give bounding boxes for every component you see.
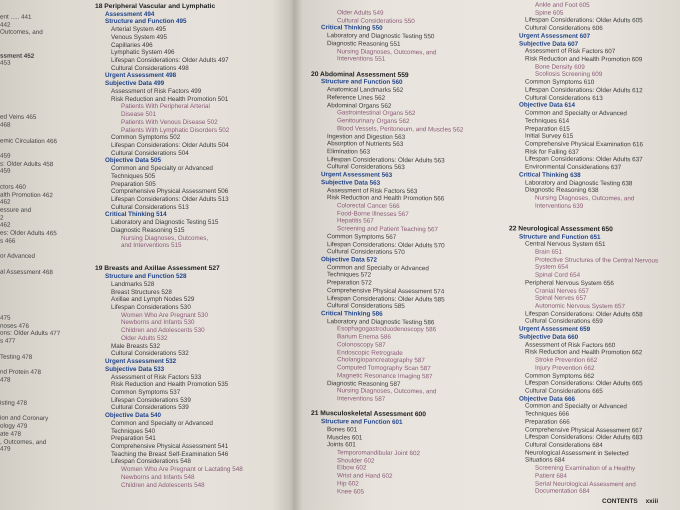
subtopic-entry: Cranial Nerves 657 xyxy=(535,287,589,295)
toc-entry: Preparation 505 xyxy=(111,180,156,188)
toc-column-left-page xyxy=(95,3,290,489)
page-footer xyxy=(602,498,664,505)
toc-entry: ctors 460 xyxy=(0,183,26,191)
toc-entry: Central Nervous System 651 xyxy=(525,240,606,249)
toc-entry: Common Symptoms 537 xyxy=(111,388,181,396)
toc-entry: Bones 601 xyxy=(327,425,358,434)
toc-entry: Risk Reduction and Health Promotion 566 xyxy=(327,194,445,203)
toc-entry: Lifespan Considerations: Older Adults 585 xyxy=(327,294,445,303)
section-heading: Structure and Function 651 xyxy=(519,233,601,241)
toc-entry: Testing 478 xyxy=(0,353,33,361)
section-heading: Critical Thinking 638 xyxy=(519,171,581,179)
subtopic-entry: Genitourinary Organs 562 xyxy=(337,117,410,126)
toc-entry: Anatomical Landmarks 562 xyxy=(327,86,404,95)
subtopic-entry: Older Adults 532 xyxy=(121,334,168,342)
subtopic-entry: Women Who Are Pregnant 530 xyxy=(121,311,209,319)
toc-entry: Comprehensive Physical Assessment 541 xyxy=(111,442,229,450)
toc-entry: Common and Specialty or Advanced xyxy=(525,109,627,118)
spacer xyxy=(95,250,290,258)
toc-entry: Cultural Considerations 532 xyxy=(111,350,189,358)
toc-entry: Arterial System 495 xyxy=(111,26,166,34)
toc-entry: s: Older Adults 458 xyxy=(0,160,54,168)
toc-entry: Peripheral Nervous System 656 xyxy=(525,279,614,288)
subtopic-entry: Ankle and Foot 605 xyxy=(535,1,590,9)
toc-entry: s 466 xyxy=(0,237,16,245)
subtopic-entry: Esophagogastroduodenoscopy 586 xyxy=(337,325,437,334)
toc-entry: Laboratory and Diagnostic Testing 638 xyxy=(525,179,633,187)
subtopic-entry: Documentation 684 xyxy=(535,487,590,496)
subtopic-entry: Disease 501 xyxy=(121,111,157,119)
toc-entry: Venous System 495 xyxy=(111,33,168,41)
toc-entry: Lifespan Considerations 548 xyxy=(111,458,191,466)
toc-entry: Comprehensive Physical Assessment 506 xyxy=(111,188,229,196)
toc-entry: Common Symptoms 662 xyxy=(525,372,595,380)
subtopic-entry: Endoscopic Retrograde xyxy=(337,348,403,357)
toc-entry: Preparation 666 xyxy=(525,418,570,426)
subtopic-entry: Hip 602 xyxy=(337,480,359,488)
toc-entry: Lifespan Considerations: Older Adults 504 xyxy=(111,141,229,149)
toc-entry: Lifespan Considerations: Older Adults 637 xyxy=(525,155,643,164)
toc-entry: Techniques 666 xyxy=(525,410,570,418)
chapter-title: 21 Musculoskeletal Assessment 600 xyxy=(311,410,426,419)
toc-column-left-edge xyxy=(0,14,80,455)
toc-entry: 479 xyxy=(0,445,11,453)
toc-entry: 462 xyxy=(0,221,11,230)
subtopic-entry: Computed Tomography Scan 587 xyxy=(337,364,431,373)
toc-entry: Axillae and Lymph Nodes 529 xyxy=(111,296,195,304)
section-heading: Urgent Assessment 498 xyxy=(105,72,177,80)
toc-entry: Lymphatic System 496 xyxy=(111,49,175,57)
toc-entry: 478 xyxy=(0,376,11,384)
subtopic-entry: Patients With Peripheral Arterial xyxy=(121,103,210,111)
toc-entry: Cultural Considerations 684 xyxy=(525,441,603,450)
subtopic-entry: Children and Adolescents 548 xyxy=(121,481,205,489)
toc-entry: Assessment of Risk Factors 607 xyxy=(525,47,616,56)
subtopic-entry: Interventions 639 xyxy=(535,202,584,210)
toc-entry: 2 xyxy=(0,214,4,222)
toc-entry: Preparation 572 xyxy=(327,279,372,287)
toc-entry: Risk Reduction and Health Promotion 609 xyxy=(525,55,643,64)
section-heading: Critical Thinking 586 xyxy=(321,310,383,318)
section-heading: Urgent Assessment 659 xyxy=(519,325,591,334)
subtopic-entry: Wrist and Hand 602 xyxy=(337,472,393,480)
spacer xyxy=(95,258,290,266)
subtopic-entry: System 654 xyxy=(535,264,569,272)
subtopic-entry: Temporomandibular Joint 602 xyxy=(337,449,420,458)
chapter-title: 20 Abdominal Assessment 559 xyxy=(311,70,409,79)
toc-entry: Environmental Considerations 637 xyxy=(525,163,622,172)
toc-entry: 459 xyxy=(0,152,11,160)
toc-entry: Lifespan Considerations: Older Adults 658 xyxy=(525,310,643,319)
toc-entry: Lifespan Considerations: Older Adults 683 xyxy=(525,433,643,442)
toc-entry: Common and Specialty or Advanced xyxy=(111,419,213,427)
toc-entry: ed Veins 465 xyxy=(0,113,37,122)
toc-entry: Comprehensive Physical Examination 616 xyxy=(525,140,643,149)
subtopic-entry: Shoulder 602 xyxy=(337,456,375,465)
toc-entry: Cultural Considerations 504 xyxy=(111,149,189,157)
toc-entry: Common Symptoms 567 xyxy=(327,233,397,241)
subtopic-entry: Newborns and Infants 530 xyxy=(121,319,195,327)
toc-entry: Joints 601 xyxy=(327,441,356,449)
toc-entry: Cultural Considerations 563 xyxy=(327,163,405,172)
section-heading: Structure and Function 528 xyxy=(105,273,187,281)
toc-entry: Initial Survey 615 xyxy=(525,132,574,141)
subtopic-entry: Nursing Diagnoses, Outcomes, xyxy=(121,234,209,242)
toc-entry: Teaching the Breast Self-Examination 546 xyxy=(111,450,229,458)
toc-entry: Common Symptoms 502 xyxy=(111,134,181,142)
subtopic-entry: Serial Neurological Assessment and xyxy=(535,480,636,488)
section-heading: Urgent Assessment 607 xyxy=(519,32,591,40)
subtopic-entry: Knee 605 xyxy=(337,487,364,496)
toc-column-far-right xyxy=(509,1,680,496)
toc-entry: Lifespan Considerations: Older Adults 612 xyxy=(525,86,643,95)
toc-entry: Capillaries 496 xyxy=(111,41,153,49)
toc-entry: Comprehensive Physical Assessment 667 xyxy=(525,426,643,434)
toc-entry: Assessment of Risk Factors 533 xyxy=(111,373,202,381)
toc-entry: Elimination 563 xyxy=(327,148,371,156)
toc-entry: Ingestion and Digestion 563 xyxy=(327,132,406,141)
subtopic-entry: and Interventions 515 xyxy=(121,242,182,250)
toc-entry: Techniques 540 xyxy=(111,427,156,435)
subtopic-entry: Colorectal Cancer 566 xyxy=(337,202,400,210)
toc-entry: alth Promotion 462 xyxy=(0,191,53,199)
section-heading: ssment 452 xyxy=(0,52,35,60)
toc-entry: Risk for Falling 637 xyxy=(525,148,579,156)
subtopic-entry: Autonomic Nervous System 657 xyxy=(535,302,625,311)
toc-entry: Laboratory and Diagnostic Testing 586 xyxy=(327,317,435,327)
chapter-title: 22 Neurological Assessment 650 xyxy=(509,225,613,233)
subtopic-entry: Spinal Nerves 657 xyxy=(535,294,587,303)
toc-entry: Landmarks 528 xyxy=(111,280,155,288)
toc-entry: Common and Specialty or Advanced xyxy=(525,402,627,411)
section-heading: Structure and Function 601 xyxy=(321,418,403,427)
subtopic-entry: Food-Borne Illnesses 567 xyxy=(337,209,409,218)
toc-entry: ate 478 xyxy=(0,430,22,438)
subtopic-entry: Interventions 587 xyxy=(337,395,386,403)
toc-entry: Risk Reduction and Health Promotion 501 xyxy=(111,95,229,103)
section-heading: Objective Data 614 xyxy=(519,101,576,110)
subtopic-entry: Elbow 602 xyxy=(337,464,367,472)
subtopic-entry: Nursing Diagnoses, Outcomes, and xyxy=(337,387,437,396)
toc-column-right-page xyxy=(311,9,501,497)
section-heading: Structure and Function 560 xyxy=(321,78,403,87)
footer-page-number: xxiii xyxy=(645,498,659,505)
section-heading: Subjective Data 607 xyxy=(519,40,579,48)
toc-entry: Cultural Considerations 665 xyxy=(525,387,603,395)
subtopic-entry: Patient 684 xyxy=(535,472,567,480)
subtopic-entry: Spine 605 xyxy=(535,9,564,17)
chapter-title: 18 Peripheral Vascular and Lymphatic xyxy=(95,3,216,10)
toc-entry: Cultural Considerations 606 xyxy=(525,24,603,33)
toc-entry: Cultural Considerations 498 xyxy=(111,64,189,72)
toc-entry: Absorption of Nutrients 563 xyxy=(327,140,404,149)
toc-entry: 475 xyxy=(0,314,11,322)
subtopic-entry: Bone Density 609 xyxy=(535,63,585,71)
section-heading: Subjective Data 499 xyxy=(105,80,165,88)
toc-entry: emic Circulation 466 xyxy=(0,137,58,145)
toc-entry: es: Older Adults 465 xyxy=(0,229,57,238)
toc-entry: noses 476 xyxy=(0,322,30,330)
toc-entry: Techniques 572 xyxy=(327,271,372,280)
subtopic-entry: Colonoscopy 587 xyxy=(337,341,386,349)
toc-entry: 459 xyxy=(0,167,11,176)
toc-entry: Preparation 615 xyxy=(525,125,570,133)
toc-entry: or Advanced xyxy=(0,252,36,261)
section-heading: Urgent Assessment 563 xyxy=(321,171,393,179)
subtopic-entry: Injury Prevention 662 xyxy=(535,364,595,372)
subtopic-entry: Gastrointestinal Organs 562 xyxy=(337,109,416,118)
toc-entry: Lifespan Considerations: Older Adults 563 xyxy=(327,155,445,165)
toc-entry: nd Protein 478 xyxy=(0,368,41,377)
toc-entry: essure and xyxy=(0,206,32,214)
subtopic-entry: Brain 651 xyxy=(535,248,562,256)
toc-entry: Muscles 601 xyxy=(327,433,363,442)
toc-entry: Assessment of Risk Factors 660 xyxy=(525,341,616,349)
toc-entry: 468 xyxy=(0,121,11,129)
section-heading: Critical Thinking 550 xyxy=(321,24,383,33)
subtopic-entry: Nursing Diagnoses, Outcomes, and xyxy=(337,47,437,56)
subtopic-entry: Children and Adolescents 530 xyxy=(121,327,205,335)
section-heading: Structure and Function 495 xyxy=(105,18,187,26)
toc-entry: s 477 xyxy=(0,337,16,345)
section-heading: Subjective Data 533 xyxy=(105,365,165,373)
subtopic-entry: Cholangiopancreatography 587 xyxy=(337,356,425,365)
toc-entry: Cultural Considerations 539 xyxy=(111,404,189,412)
section-heading: Urgent Assessment 532 xyxy=(105,358,177,366)
toc-entry: Preparation 541 xyxy=(111,435,156,443)
subtopic-entry: Cultural Considerations 550 xyxy=(337,16,415,25)
toc-entry: Risk Reduction and Health Promotion 535 xyxy=(111,381,229,389)
subtopic-entry: Interventions 551 xyxy=(337,55,386,64)
toc-entry: Cultural Considerations 570 xyxy=(327,248,405,257)
toc-entry: isting 478 xyxy=(0,399,27,407)
toc-entry: Lifespan Considerations: Older Adults 665 xyxy=(525,379,643,388)
subtopic-entry: Blood Vessels, Peritoneum, and Muscles 562 xyxy=(337,125,464,134)
toc-entry: , Outcomes, and xyxy=(0,438,47,446)
toc-entry: ent ..... 441 xyxy=(0,13,32,21)
toc-entry: Techniques 505 xyxy=(111,172,156,180)
subtopic-entry: Magnetic Resonance Imaging 587 xyxy=(337,372,433,381)
toc-entry: Diagnostic Reasoning 551 xyxy=(327,40,401,48)
toc-entry: Comprehensive Physical Assessment 574 xyxy=(327,287,445,296)
toc-entry: Lifespan Considerations 539 xyxy=(111,396,191,404)
toc-entry: Cultural Considerations 585 xyxy=(327,302,405,311)
toc-entry: Assessment of Risk Factors 563 xyxy=(327,186,418,195)
section-heading: Objective Data 540 xyxy=(105,412,162,420)
section-heading: Objective Data 572 xyxy=(321,256,378,264)
toc-entry: ion and Coronary xyxy=(0,414,49,423)
toc-entry: 442 xyxy=(0,21,11,29)
toc-entry: Techniques 614 xyxy=(525,117,570,125)
toc-entry: 462 xyxy=(0,198,11,206)
chapter-title: 19 Breasts and Axillae Assessment 527 xyxy=(95,265,220,273)
toc-entry: Common and Specialty or Advanced xyxy=(327,263,429,272)
subtopic-entry: Stroke Prevention 662 xyxy=(535,356,598,365)
section-heading: Objective Data 666 xyxy=(519,395,576,403)
toc-entry: Assessment of Risk Factors 499 xyxy=(111,87,202,95)
toc-entry: Cultural Considerations 513 xyxy=(111,203,189,211)
toc-entry: Cultural Considerations 659 xyxy=(525,317,603,326)
subtopic-entry: Barium Enema 586 xyxy=(337,333,391,342)
toc-entry: Reference Lines 562 xyxy=(327,94,386,102)
section-heading: Objective Data 505 xyxy=(105,157,162,165)
toc-entry: Laboratory and Diagnostic Testing 515 xyxy=(111,219,219,227)
section-heading: Subjective Data 563 xyxy=(321,178,381,187)
subtopic-entry: Hepatitis 567 xyxy=(337,217,374,226)
section-heading: Subjective Data 660 xyxy=(519,333,579,341)
toc-entry: Lifespan Considerations: Older Adults 570 xyxy=(327,240,445,249)
subtopic-entry: Patients With Venous Disease 502 xyxy=(121,118,218,126)
subtopic-entry: Spinal Cord 654 xyxy=(535,271,581,280)
toc-entry: Neurological Assessment in Selected xyxy=(525,449,629,457)
section-heading: Assessment 494 xyxy=(105,10,155,18)
toc-entry: 453 xyxy=(0,59,11,68)
toc-entry: Risk Reduction and Health Promotion 662 xyxy=(525,348,643,357)
toc-entry: Diagnostic Reasoning 587 xyxy=(327,379,401,388)
toc-entry: Lifespan Considerations 530 xyxy=(111,304,191,312)
toc-entry: Situations 684 xyxy=(525,456,565,465)
toc-entry: Cultural Considerations 613 xyxy=(525,94,603,102)
subtopic-entry: Screening Examination of a Healthy xyxy=(535,464,636,473)
toc-entry: Outcomes, and xyxy=(0,29,43,37)
subtopic-entry: Nursing Diagnoses, Outcomes, and xyxy=(535,194,635,203)
subtopic-entry: Protective Structures of the Central Nervous xyxy=(535,256,659,265)
subtopic-entry: Women Who Are Pregnant or Lactating 548 xyxy=(121,466,243,474)
subtopic-entry: Screening and Patient Teaching 567 xyxy=(337,225,439,234)
toc-entry: Diagnostic Reasoning 638 xyxy=(525,186,599,195)
footer-label: CONTENTS xyxy=(602,498,638,505)
toc-entry: Common and Specialty or Advanced xyxy=(111,165,213,173)
toc-entry: Lifespan Considerations: Older Adults 513 xyxy=(111,195,229,203)
subtopic-entry: Older Adults 549 xyxy=(337,9,384,17)
toc-entry: ology 479 xyxy=(0,422,28,430)
toc-entry: Laboratory and Diagnostic Testing 550 xyxy=(327,32,435,41)
subtopic-entry: Patients With Lymphatic Disorders 502 xyxy=(121,126,230,134)
section-heading: Critical Thinking 514 xyxy=(105,211,167,219)
toc-entry: Abdominal Organs 562 xyxy=(327,101,392,110)
subtopic-entry: Scoliosis Screening 609 xyxy=(535,71,603,79)
toc-entry: Breast Structures 528 xyxy=(111,288,172,296)
toc-entry: ons: Older Adults 477 xyxy=(0,330,61,338)
subtopic-entry: Newborns and Infants 548 xyxy=(121,473,195,481)
toc-entry: Diagnostic Reasoning 515 xyxy=(111,226,185,234)
toc-entry: Lifespan Considerations: Older Adults 605 xyxy=(525,16,643,25)
toc-entry: Common Symptoms 610 xyxy=(525,78,595,87)
toc-entry: Male Breasts 532 xyxy=(111,342,161,350)
toc-entry: Lifespan Considerations: Older Adults 497 xyxy=(111,57,229,65)
toc-entry: al Assessment 468 xyxy=(0,268,53,276)
